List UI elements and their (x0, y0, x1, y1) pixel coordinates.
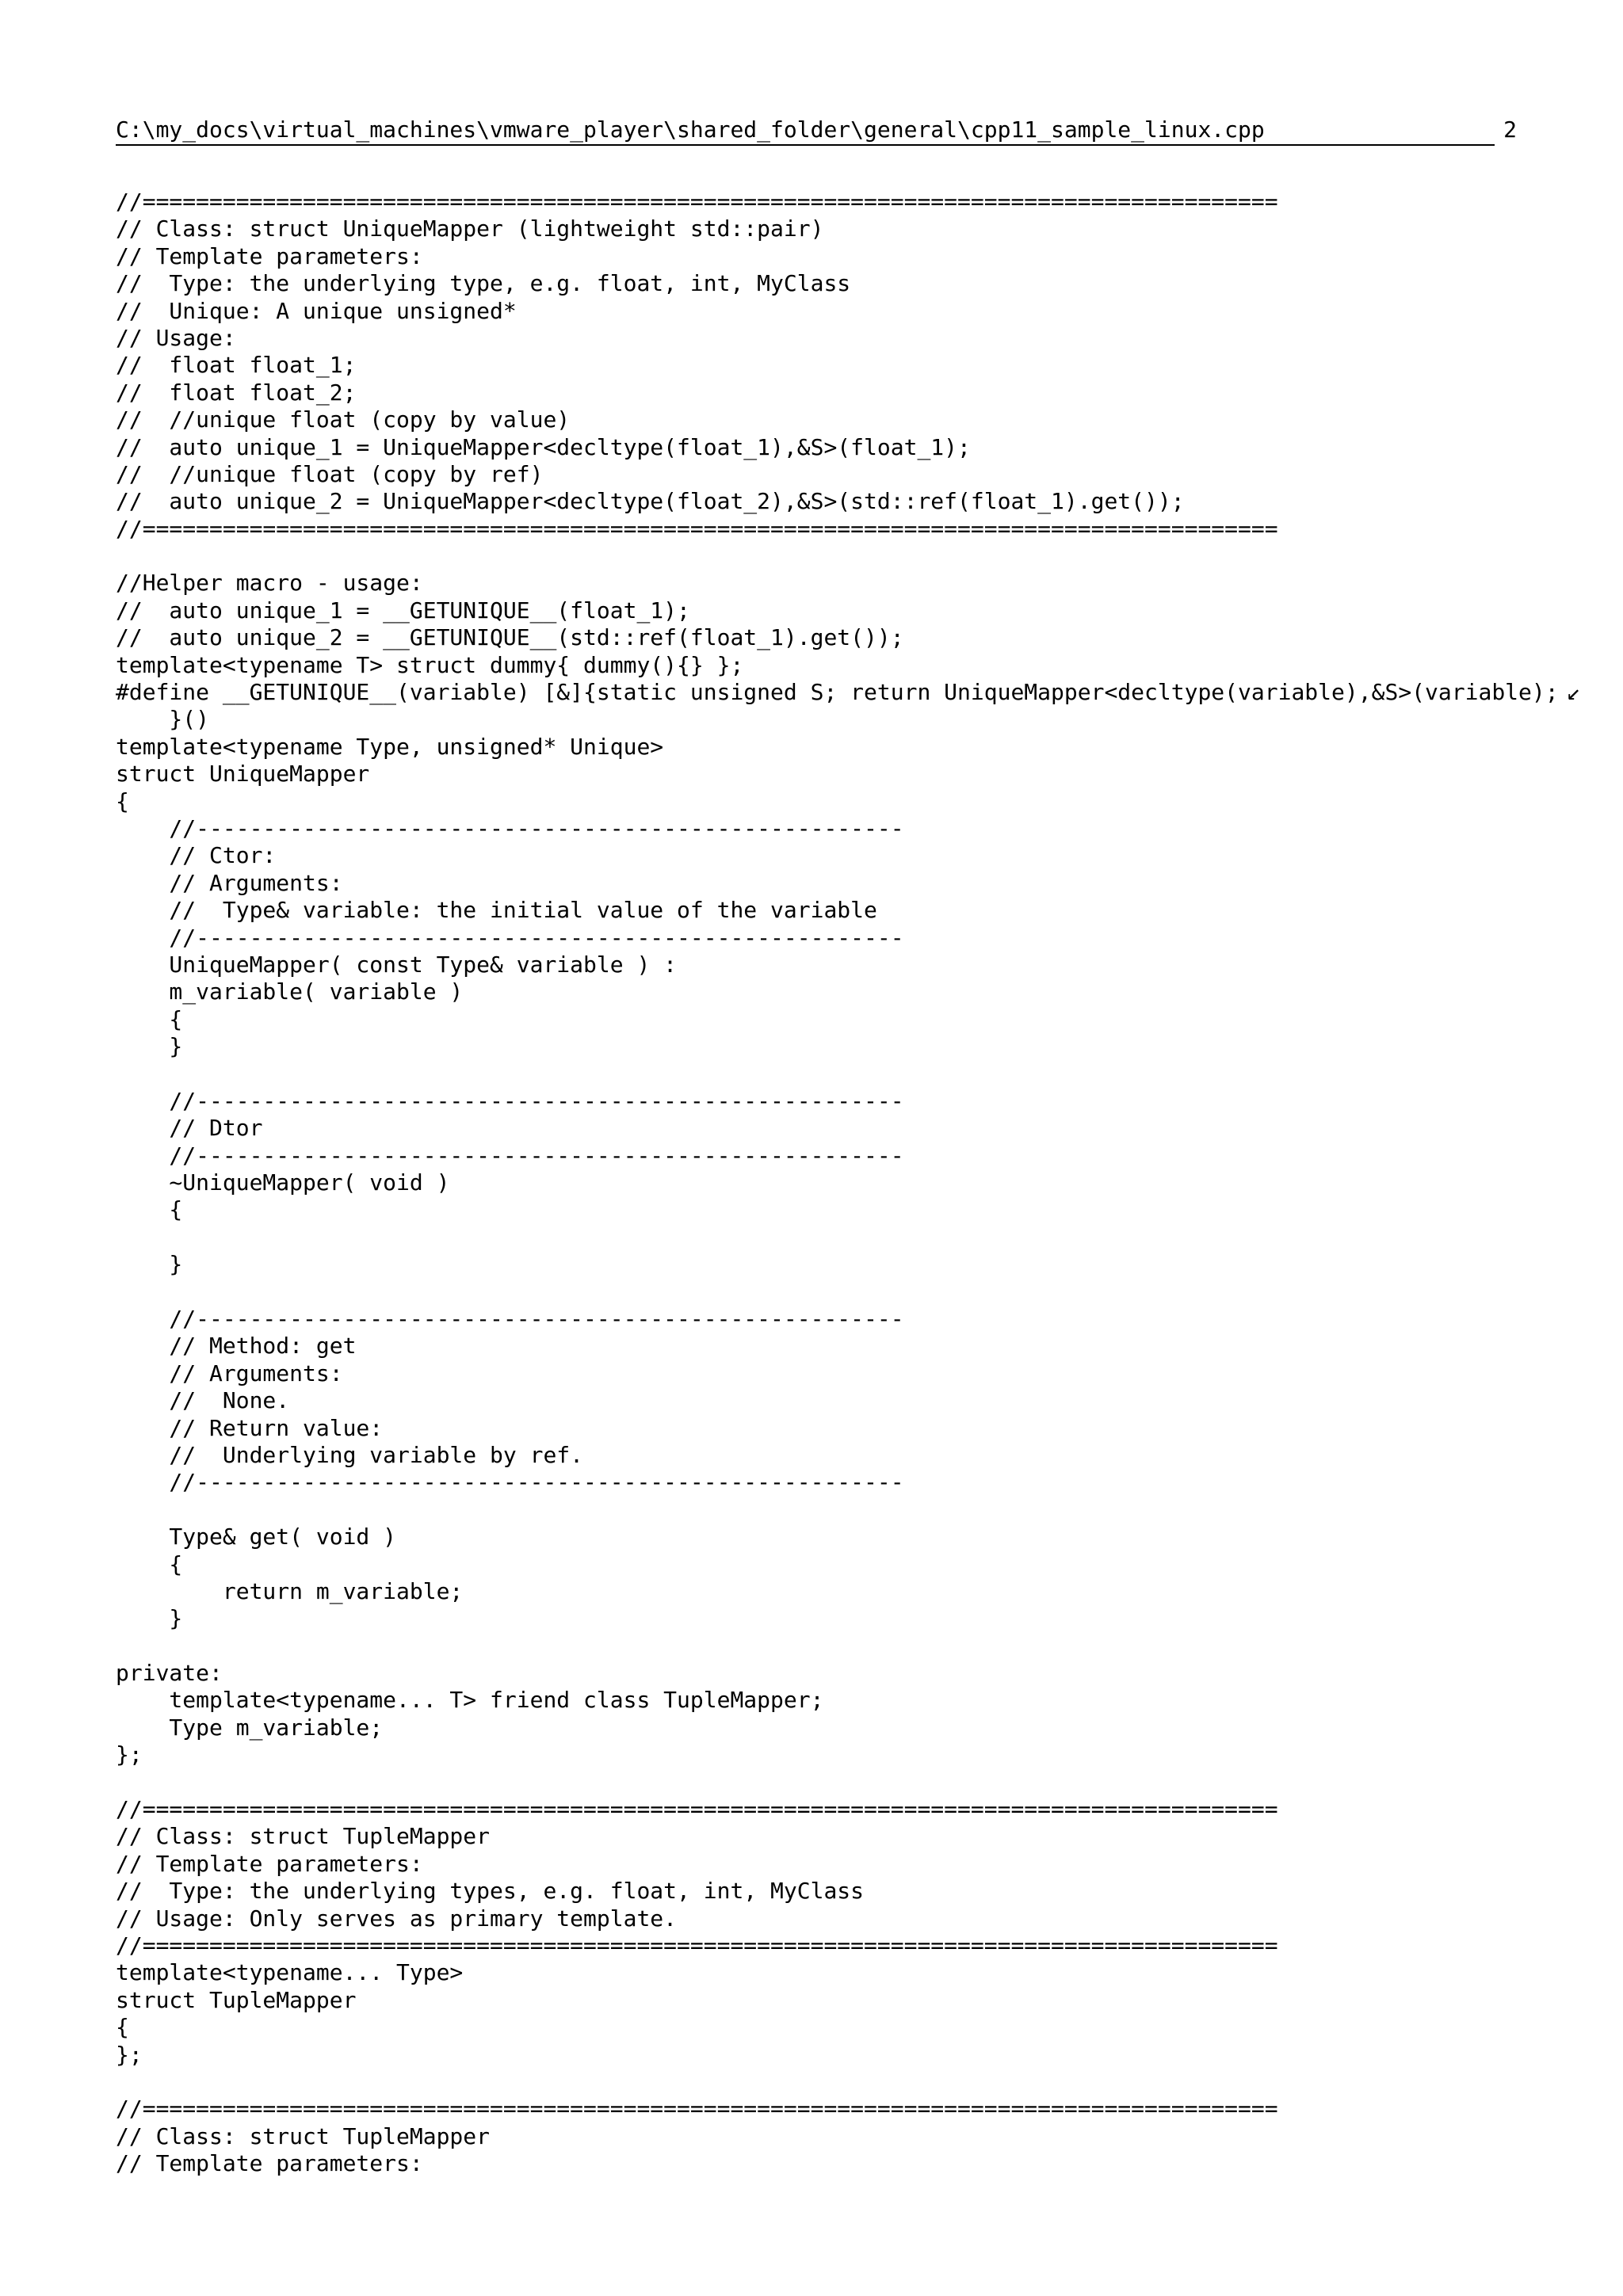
code-line (116, 1006, 1526, 1033)
code-line-text: { (116, 1005, 183, 1032)
code-line-text: // Type: the underlying types, e.g. float, int, MyClass (116, 1878, 865, 1905)
code-line-text: // auto unique_2 = __GETUNIQUE__(std::ref(float_1).get()); (116, 624, 904, 651)
code-line-text: // //unique float (copy by ref) (116, 460, 544, 487)
code-line (116, 1333, 1526, 1360)
code-line (116, 1061, 1526, 1088)
code-line-text: // auto unique_1 = UniqueMapper<decltype(float_1),&S>(float_1); (116, 433, 971, 460)
page-header (116, 116, 1517, 146)
code-line-text: } (116, 1605, 183, 1632)
page-number: 2 (1503, 116, 1517, 143)
code-line (116, 1142, 1526, 1169)
code-line (116, 1823, 1526, 1850)
code-line-text: // Arguments: (116, 1360, 343, 1386)
code-line-text: { (116, 1196, 183, 1223)
code-line (116, 2014, 1526, 2041)
code-line-text: // Underlying variable by ref. (116, 1441, 584, 1468)
code-line (116, 434, 1526, 461)
code-line-text: // float float_1; (116, 352, 357, 379)
code-line-text: //===================================================================================== (116, 2096, 1278, 2122)
code-line (116, 1469, 1526, 1496)
code-line-text: Type& get( void ) (116, 1524, 397, 1550)
code-line (116, 379, 1526, 406)
code-line (116, 1306, 1526, 1333)
code-line-text: // Class: struct UniqueMapper (lightweight std::pair) (116, 215, 824, 242)
code-line-text: // Type& variable: the initial value of the variable (116, 897, 877, 924)
code-line (116, 1932, 1526, 1959)
code-line-text: // auto unique_2 = UniqueMapper<decltype(float_2),&S>(std::ref(float_1).get()); (116, 488, 1185, 515)
code-line (116, 1905, 1526, 1932)
code-line (116, 597, 1526, 624)
code-line (116, 243, 1526, 270)
code-line (116, 815, 1526, 842)
code-line-text: // Unique: A unique unsigned* (116, 297, 517, 324)
code-line-text: // //unique float (copy by value) (116, 406, 571, 433)
code-line (116, 1251, 1526, 1278)
code-line-text: }; (116, 1741, 143, 1768)
code-line-text: //===================================================================================== (116, 1796, 1278, 1823)
code-line (116, 2042, 1526, 2069)
code-line (116, 189, 1526, 215)
code-line-text: //Helper macro - usage: (116, 570, 423, 597)
code-line (116, 1279, 1526, 1306)
code-line (116, 706, 1526, 733)
code-line (116, 1497, 1526, 1524)
code-line-text: m_variable( variable ) (116, 978, 464, 1005)
code-line (116, 1796, 1526, 1823)
code-line-text: // Type: the underlying type, e.g. float, int, MyClass (116, 270, 851, 297)
code-line-text: // Template parameters: (116, 1850, 423, 1877)
code-line (116, 1524, 1526, 1550)
code-line (116, 1033, 1526, 1060)
code-line-text: // float float_2; (116, 379, 357, 406)
code-line (116, 543, 1526, 570)
code-line (116, 1660, 1526, 1687)
code-line-text: template<typename... T> friend class TupleMapper; (116, 1687, 824, 1714)
code-line (116, 1088, 1526, 1115)
code-line (116, 2123, 1526, 2150)
code-line-text: { (116, 788, 129, 814)
code-line-text: } (116, 1033, 183, 1060)
code-line-text: #define __GETUNIQUE__(variable) [&]{static unsigned S; return UniqueMapper<decltype(variable),&S>(variable); (116, 679, 1559, 706)
code-line-text: //----------------------------------------------------- (116, 924, 904, 951)
code-line (116, 270, 1526, 297)
code-line-text: // Class: struct TupleMapper (116, 1823, 491, 1850)
code-line-text: //----------------------------------------------------- (116, 1306, 904, 1333)
code-line-text: template<typename... Type> (116, 1959, 464, 1986)
code-line-text: return m_variable; (116, 1577, 464, 1604)
code-line (116, 325, 1526, 352)
code-line-text: struct TupleMapper (116, 1986, 357, 2013)
code-line (116, 488, 1526, 515)
code-line-text: }; (116, 2041, 143, 2068)
code-line-text: // Ctor: (116, 842, 277, 869)
code-line-text: //----------------------------------------------------- (116, 1469, 904, 1496)
code-line-text: ~UniqueMapper( void ) (116, 1169, 450, 1196)
code-line-text: UniqueMapper( const Type& variable ) : (116, 951, 678, 978)
code-line (116, 2069, 1526, 2096)
code-line (116, 1415, 1526, 1442)
code-line-text: // Return value: (116, 1414, 384, 1441)
code-line-text: // auto unique_1 = __GETUNIQUE__(float_1); (116, 597, 690, 624)
code-listing (116, 189, 1581, 2178)
code-line-text: struct UniqueMapper (116, 761, 370, 788)
code-line-text: //===================================================================================== (116, 189, 1278, 215)
code-line (116, 2150, 1526, 2177)
code-line-text: }() (116, 706, 210, 733)
code-line (116, 870, 1526, 897)
code-line-text: //----------------------------------------------------- (116, 814, 904, 841)
code-line-text: // Arguments: (116, 869, 343, 896)
code-line-text: //===================================================================================== (116, 1932, 1278, 1958)
code-line (116, 1115, 1526, 1142)
code-line (116, 734, 1526, 761)
code-line-text: // Method: get (116, 1333, 357, 1360)
code-line (116, 1987, 1526, 2014)
code-line-text: template<typename Type, unsigned* Unique> (116, 733, 664, 760)
code-line (116, 570, 1526, 597)
code-line-text: } (116, 1251, 183, 1278)
code-line-text: //===================================================================================== (116, 515, 1278, 542)
code-line (116, 1169, 1526, 1196)
code-line (116, 298, 1526, 325)
code-line (116, 1605, 1526, 1632)
code-line (116, 624, 1526, 651)
code-line (116, 1360, 1526, 1387)
code-line-text: { (116, 1550, 183, 1577)
code-line (116, 516, 1526, 543)
code-line (116, 1687, 1526, 1714)
code-line (116, 1714, 1526, 1741)
code-line-text: Type m_variable; (116, 1714, 384, 1741)
code-line (116, 1851, 1526, 1878)
code-line (116, 678, 1581, 707)
code-line (116, 1196, 1526, 1223)
code-line (116, 406, 1526, 433)
code-line (116, 1769, 1526, 1796)
code-line (116, 461, 1526, 488)
code-line-text: // Usage: (116, 324, 236, 351)
code-line-text: { (116, 2014, 129, 2041)
code-line (116, 1387, 1526, 1414)
code-line (116, 1224, 1526, 1251)
code-line (116, 1878, 1526, 1905)
code-line (116, 1959, 1526, 1986)
code-line-text: //----------------------------------------------------- (116, 1087, 904, 1114)
code-line (116, 1442, 1526, 1469)
code-line-text: //----------------------------------------------------- (116, 1142, 904, 1169)
code-line (116, 1551, 1526, 1578)
code-line (116, 952, 1526, 978)
code-line (116, 925, 1526, 952)
code-line-text: // None. (116, 1387, 290, 1414)
code-line-text: // Template parameters: (116, 2150, 423, 2177)
code-line (116, 1741, 1526, 1768)
code-line-text: // Class: struct TupleMapper (116, 2122, 491, 2149)
line-wrap-arrow-icon: ↙ (1566, 678, 1581, 707)
code-line (116, 788, 1526, 815)
code-line (116, 2096, 1526, 2122)
code-line (116, 842, 1526, 869)
code-line-text: // Dtor (116, 1115, 263, 1142)
code-line (116, 978, 1526, 1005)
code-line-text: template<typename T> struct dummy{ dummy(){} }; (116, 651, 744, 678)
file-path: C:\my_docs\virtual_machines\vmware_player\shared_folder\general\cpp11_sample_linux.cpp (116, 116, 1265, 143)
code-line (116, 761, 1526, 788)
code-line (116, 897, 1526, 924)
code-line-text: private: (116, 1660, 223, 1687)
code-line-text: // Usage: Only serves as primary template. (116, 1905, 678, 1932)
code-line-text: // Template parameters: (116, 242, 423, 269)
code-line (116, 652, 1526, 679)
code-line (116, 215, 1526, 242)
code-line (116, 352, 1526, 379)
code-line (116, 1633, 1526, 1660)
code-line (116, 1578, 1526, 1605)
